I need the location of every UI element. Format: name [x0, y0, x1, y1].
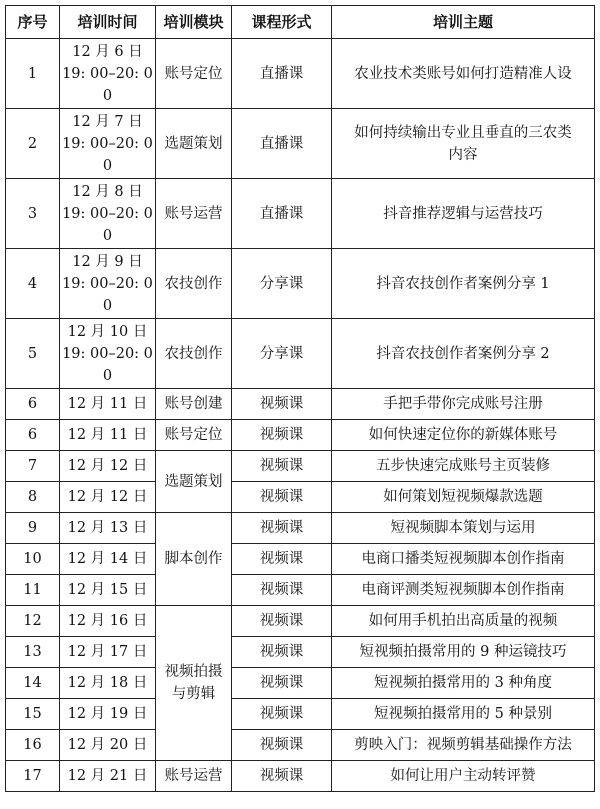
row-date: 12 月 16 日 — [60, 606, 156, 637]
schedule-table-wrapper — [5, 5, 595, 792]
row-topic: 抖音农技创作者案例分享 2 — [332, 319, 595, 389]
row-time-tail: 0 — [102, 227, 113, 244]
table-row — [6, 606, 595, 637]
row-format: 视频课 — [232, 389, 332, 420]
row-date: 12 月 17 日 — [60, 637, 156, 668]
row-index: 4 — [6, 249, 60, 319]
row-format: 直播课 — [232, 39, 332, 109]
row-topic: 五步快速完成账号主页装修 — [332, 451, 595, 482]
row-date: 12 月 12 日 — [60, 451, 156, 482]
row-format: 分享课 — [232, 319, 332, 389]
table-row — [6, 109, 595, 179]
row-format: 分享课 — [232, 249, 332, 319]
row-format: 直播课 — [232, 179, 332, 249]
header-topic: 培训主题 — [332, 6, 595, 39]
row-date: 12 月 9 日 — [72, 253, 143, 270]
table-row — [6, 319, 595, 389]
row-topic: 如何快速定位你的新媒体账号 — [332, 420, 595, 451]
row-date: 12 月 10 日 — [67, 323, 148, 340]
row-index: 9 — [6, 513, 60, 544]
row-date: 12 月 18 日 — [60, 668, 156, 699]
header-time: 培训时间 — [60, 6, 156, 39]
row-module: 账号定位 — [156, 420, 232, 451]
row-index: 8 — [6, 482, 60, 513]
row-topic: 如何让用户主动转评赞 — [332, 761, 595, 792]
row-topic: 短视频拍摄常用的 5 种景别 — [332, 699, 595, 730]
row-topic: 手把手带你完成账号注册 — [332, 389, 595, 420]
table-row — [6, 39, 595, 109]
row-date: 12 月 21 日 — [60, 761, 156, 792]
row-time-tail: 0 — [102, 367, 113, 384]
row-date: 12 月 11 日 — [60, 420, 156, 451]
row-index: 7 — [6, 451, 60, 482]
row-index: 13 — [6, 637, 60, 668]
row-topic: 短视频脚本策划与运用 — [332, 513, 595, 544]
row-index: 12 — [6, 606, 60, 637]
row-format: 视频课 — [232, 575, 332, 606]
row-topic — [332, 109, 595, 179]
row-format: 视频课 — [232, 606, 332, 637]
header-format: 课程形式 — [232, 6, 332, 39]
row-format: 视频课 — [232, 761, 332, 792]
row-format: 视频课 — [232, 513, 332, 544]
row-module: 账号定位 — [156, 39, 232, 109]
row-time-range: 19: 00–20: 0 — [62, 345, 153, 362]
row-time-tail: 0 — [102, 157, 113, 174]
row-time-range: 19: 00–20: 0 — [62, 275, 153, 292]
row-topic: 抖音推荐逻辑与运营技巧 — [332, 179, 595, 249]
row-format: 直播课 — [232, 109, 332, 179]
row-module: 账号运营 — [156, 179, 232, 249]
row-date: 12 月 7 日 — [72, 113, 143, 130]
table-row — [6, 668, 595, 699]
row-module — [156, 606, 232, 761]
row-index: 3 — [6, 179, 60, 249]
row-time — [60, 249, 156, 319]
row-topic: 剪映入门：视频剪辑基础操作方法 — [332, 730, 595, 761]
row-index: 6 — [6, 389, 60, 420]
table-row — [6, 699, 595, 730]
row-topic: 短视频拍摄常用的 3 种角度 — [332, 668, 595, 699]
table-row — [6, 730, 595, 761]
table-row — [6, 389, 595, 420]
table-row — [6, 544, 595, 575]
row-index: 10 — [6, 544, 60, 575]
row-time-range: 19: 00–20: 0 — [62, 65, 153, 82]
row-time-range: 19: 00–20: 0 — [62, 205, 153, 222]
row-module: 账号运营 — [156, 761, 232, 792]
header-index: 序号 — [6, 6, 60, 39]
row-date: 12 月 8 日 — [72, 183, 143, 200]
row-module: 选题策划 — [156, 451, 232, 513]
row-index: 6 — [6, 420, 60, 451]
table-row — [6, 249, 595, 319]
row-topic: 电商口播类短视频脚本创作指南 — [332, 544, 595, 575]
table-row — [6, 761, 595, 792]
row-module-line1: 视频拍摄 — [164, 664, 223, 680]
row-time — [60, 109, 156, 179]
row-time — [60, 319, 156, 389]
row-format: 视频课 — [232, 420, 332, 451]
table-row — [6, 637, 595, 668]
row-index: 1 — [6, 39, 60, 109]
row-format: 视频课 — [232, 668, 332, 699]
row-index: 16 — [6, 730, 60, 761]
table-row — [6, 513, 595, 544]
row-topic-line2: 内容 — [448, 146, 478, 163]
row-time-range: 19: 00–20: 0 — [62, 135, 153, 152]
row-module: 账号创建 — [156, 389, 232, 420]
row-index: 17 — [6, 761, 60, 792]
row-date: 12 月 20 日 — [60, 730, 156, 761]
row-index: 14 — [6, 668, 60, 699]
row-format: 视频课 — [232, 699, 332, 730]
row-topic: 短视频拍摄常用的 9 种运镜技巧 — [332, 637, 595, 668]
row-format: 视频课 — [232, 637, 332, 668]
header-module: 培训模块 — [156, 6, 232, 39]
table-row — [6, 575, 595, 606]
row-time — [60, 179, 156, 249]
row-topic: 农业技术类账号如何打造精准人设 — [332, 39, 595, 109]
table-row — [6, 482, 595, 513]
row-date: 12 月 12 日 — [60, 482, 156, 513]
row-date: 12 月 6 日 — [72, 43, 143, 60]
row-module-line2: 与剪辑 — [171, 686, 216, 702]
row-time-tail: 0 — [102, 297, 113, 314]
table-row — [6, 451, 595, 482]
row-format: 视频课 — [232, 482, 332, 513]
row-time-tail: 0 — [102, 87, 113, 104]
row-format: 视频课 — [232, 730, 332, 761]
training-schedule-table — [5, 5, 595, 792]
row-module: 农技创作 — [156, 319, 232, 389]
header-row — [6, 6, 595, 39]
row-date: 12 月 15 日 — [60, 575, 156, 606]
row-format: 视频课 — [232, 544, 332, 575]
row-module: 选题策划 — [156, 109, 232, 179]
row-topic: 如何用手机拍出高质量的视频 — [332, 606, 595, 637]
table-row — [6, 420, 595, 451]
row-index: 11 — [6, 575, 60, 606]
row-date: 12 月 19 日 — [60, 699, 156, 730]
row-date: 12 月 14 日 — [60, 544, 156, 575]
row-topic: 抖音农技创作者案例分享 1 — [332, 249, 595, 319]
row-topic: 如何策划短视频爆款选题 — [332, 482, 595, 513]
row-format: 视频课 — [232, 451, 332, 482]
row-index: 5 — [6, 319, 60, 389]
row-module: 农技创作 — [156, 249, 232, 319]
table-row — [6, 179, 595, 249]
row-module: 脚本创作 — [156, 513, 232, 606]
row-index: 2 — [6, 109, 60, 179]
row-date: 12 月 11 日 — [60, 389, 156, 420]
row-time — [60, 39, 156, 109]
row-topic-line1: 如何持续输出专业且垂直的三农类 — [354, 124, 572, 141]
row-topic: 电商评测类短视频脚本创作指南 — [332, 575, 595, 606]
row-index: 15 — [6, 699, 60, 730]
row-date: 12 月 13 日 — [60, 513, 156, 544]
